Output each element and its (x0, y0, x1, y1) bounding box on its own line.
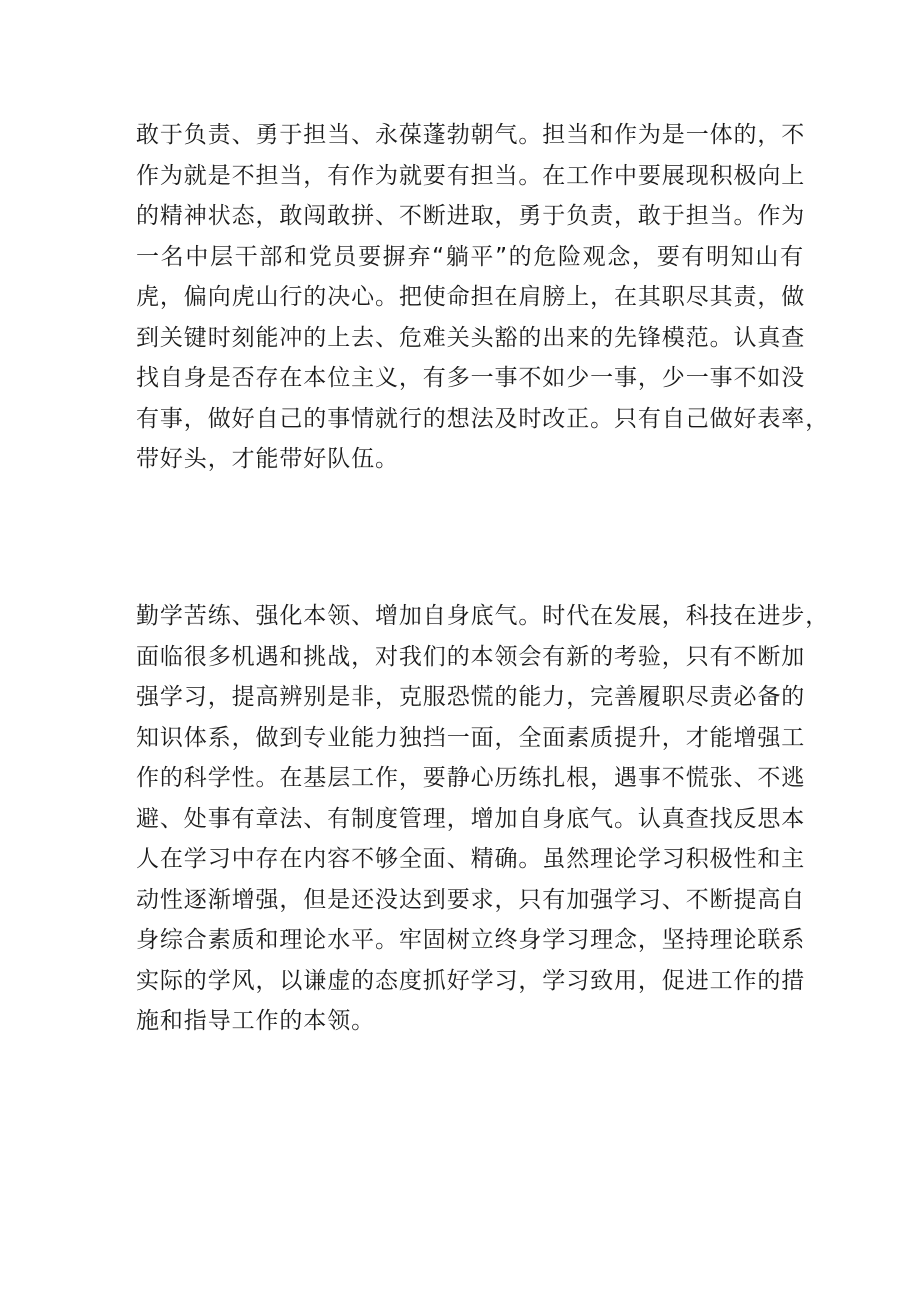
text-line: 一名中层干部和党员要摒弃“躺平”的危险观念，要有明知山有 (136, 243, 804, 270)
text-line: 身综合素质和理论水平。牢固树立终身学习理念，坚持理论联系 (136, 927, 806, 953)
text-line: 面临很多机遇和挑战，对我们的本领会有新的考验，只有不断加 (136, 643, 806, 670)
text-line: 敢于负责、勇于担当、永葆蓬勃朝气。担当和作为是一体的，不 (136, 122, 806, 148)
text-line: 有事，做好自己的事情就行的想法及时改正。只有自己做好表率， (136, 405, 830, 432)
text-line: 到关键时刻能冲的上去、危难关头豁的出来的先锋模范。认真查 (136, 324, 806, 351)
text-line: 勤学苦练、强化本领、增加自身底气。时代在发展，科技在进步， (136, 603, 830, 629)
text-line: 作的科学性。在基层工作，要静心历练扎根，遇事不慌张、不逃 (136, 765, 806, 791)
paragraph-responsibility (136, 115, 830, 480)
text-line: 施和指导工作的本领。 (136, 1008, 375, 1034)
text-line: 动性逐渐增强，但是还没达到要求，只有加强学习、不断提高自 (136, 886, 806, 913)
text-line: 作为就是不担当，有作为就要有担当。在工作中要展现积极向上 (136, 162, 806, 189)
text-line: 强学习，提高辨别是非，克服恐慌的能力，完善履职尽责必备的 (136, 684, 806, 710)
text-line: 人在学习中存在内容不够全面、精确。虽然理论学习积极性和主 (136, 846, 806, 872)
text-line: 虎，偏向虎山行的决心。把使命担在肩膀上，在其职尽其责，做 (136, 284, 806, 310)
text-line: 的精神状态，敢闯敢拼、不断进取，勇于负责，敢于担当。作为 (136, 203, 806, 229)
text-line: 避、处事有章法、有制度管理，增加自身底气。认真查找反思本 (136, 805, 806, 832)
text-line: 找自身是否存在本位主义，有多一事不如少一事，少一事不如没 (136, 365, 806, 391)
text-line: 实际的学风，以谦虚的态度抓好学习，学习致用，促进工作的措 (136, 967, 806, 994)
paragraph-study (136, 596, 830, 1042)
text-line: 带好头，才能带好队伍。 (136, 446, 399, 472)
text-line: 知识体系，做到专业能力独挡一面，全面素质提升，才能增强工 (136, 724, 806, 751)
